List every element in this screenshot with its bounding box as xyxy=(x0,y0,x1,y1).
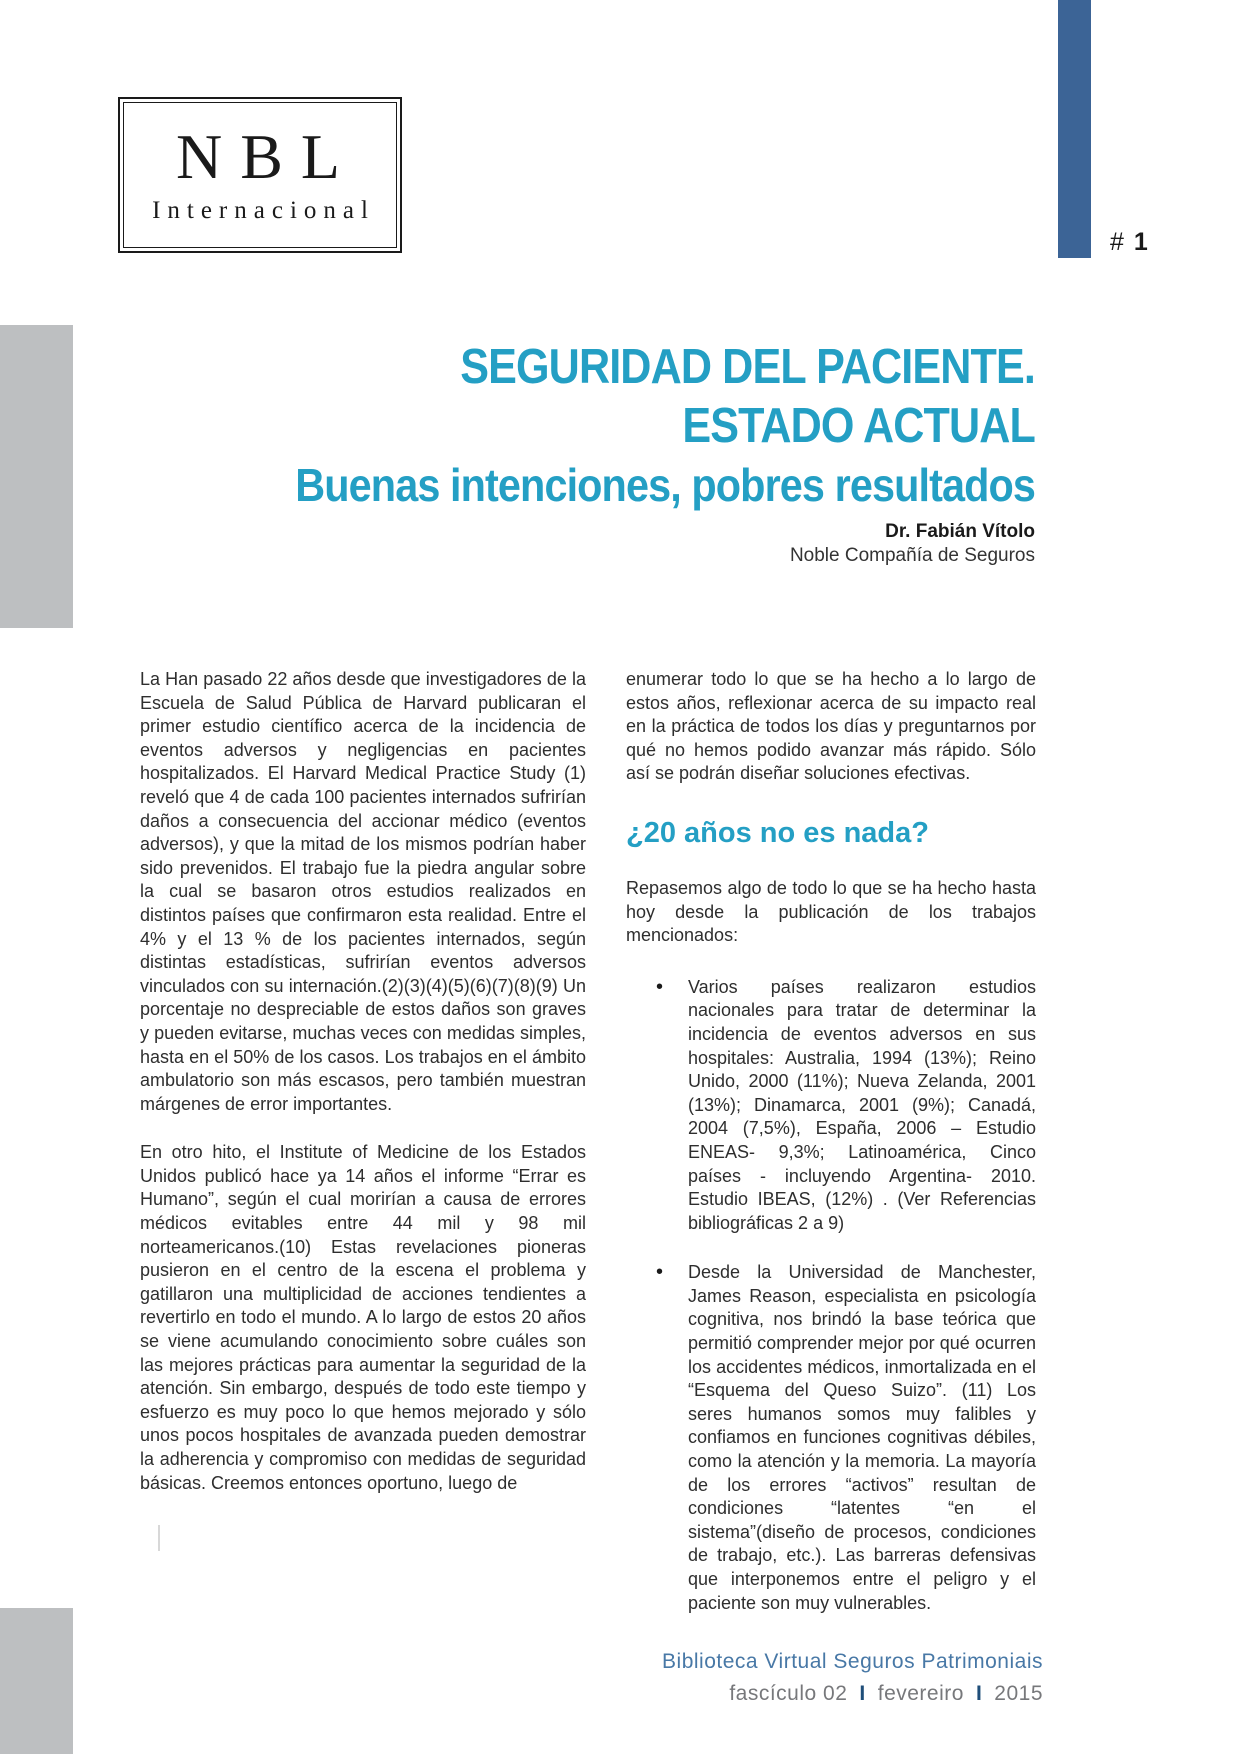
text-cursor-artifact xyxy=(158,1525,160,1551)
footer-fascicle: fascículo 02 xyxy=(729,1682,848,1705)
paragraph: La Han pasado 22 años desde que investigadores de la Escuela de Salud Pública de Harvard publicaran el primer estudio científico acerca de la incidencia de eventos adversos y negligencias en pacientes hospitalizados. El Harvard Medical Practice Study (1) reveló que 4 de cada 100 pacientes internados sufrirían daños a consecuencia del accionar médico (eventos adversos), y que la mitad de los mismos podrían haber sido prevenidos. El trabajo fue la piedra angular sobre la cual se basaron otros estudios realizados en distintos países que confirmaron esta realidad. Entre el 4% y el 13 % de los pacientes internados, según distintas estadísticas, sufrirían eventos adversos vinculados con su internación.(2)(3)(4)(5)(6)(7)(8)(9) Un porcentaje no despreciable de estos daños son graves y pueden evitarse, muchas veces con medidas simples, hasta en el 50% de los casos. Los trabajos en el ámbito ambulatorio son más escasos, pero también muestran márgenes de error importantes. xyxy=(140,669,586,1114)
left-gray-bar-bottom xyxy=(0,1608,73,1754)
footer-issue-info xyxy=(662,1680,1043,1707)
issue-number xyxy=(1110,228,1148,257)
logo-name: Internacional xyxy=(152,197,375,224)
author-name: Dr. Fabián Vítolo xyxy=(885,521,1035,542)
article-title-line2: ESTADO ACTUAL xyxy=(682,399,1035,453)
page-footer xyxy=(662,1648,1043,1707)
article-body xyxy=(140,668,1036,1641)
footer-publication-title: Biblioteca Virtual Seguros Patrimoniais xyxy=(662,1650,1043,1673)
paragraph: Repasemos algo de todo lo que se ha hecho hasta hoy desde la publicación de los trabajos mencionados: xyxy=(626,877,1036,946)
footer-separator: I xyxy=(859,1682,866,1705)
byline xyxy=(135,520,1035,568)
article-title-line1: SEGURIDAD DEL PACIENTE. xyxy=(460,340,1035,394)
left-gray-bar-top xyxy=(0,325,73,628)
logo-acronym: NBL xyxy=(176,121,358,192)
footer-separator: I xyxy=(975,1682,983,1705)
list-item: • Varios países realizaron estudios nacionales para tratar de determinar la incidencia de eventos adversos en sus hospitales: Australia, 1994 (13%); Reino Unido, 2000 (11%); Nueva Zelanda, 2001 (13%); Dinamarca, 2001 (9%); Canadá, 2004 (7,5%), España, 2006 – Estudio ENEAS- 9,3%; Latinoamérica, Cinco países - incluyendo Argentina- 2010. Estudio IBEAS, (12%) . (Ver Referencias bibliográficas 2 a 9) xyxy=(626,976,1036,1236)
footer-year: 2015 xyxy=(994,1682,1043,1705)
left-column xyxy=(140,668,586,1641)
list-item: • Desde la Universidad de Manchester, James Reason, especialista en psicología cognitiva, nos brindó la base teórica que permitió comprender mejor por qué ocurren los accidentes médicos, inmortalizada en el “Esquema del Queso Suizo”. (11) Los seres humanos somos muy falibles y confiamos en funciones cognitivas débiles, como la atención y la memoria. La mayoría de los errores “activos” resultan de condiciones “latentes “en el sistema”(diseño de procesos, condiciones de trabajo, etc.). Las barreras defensivas que interponemos entre el peligro y el paciente son muy vulnerables. xyxy=(626,1261,1036,1615)
article-subtitle: Buenas intenciones, pobres resultados xyxy=(295,459,1035,511)
paragraph: En otro hito, el Institute of Medicine de los Estados Unidos publicó hace ya 14 años el informe “Errar es Humano”, según el cual morirían a causa de errores médicos evitables entre 44 mil y 98 mil norteamericanos.(10) Estas revelaciones pioneras pusieron en el centro de la escena el problema y gatillaron una multiplicidad de acciones tendientes a revertirlo en todo el mundo. A lo largo de estos 20 años se viene acumulando conocimiento sobre cuáles son las mejores prácticas para aumentar la seguridad de la atención. Sin embargo, después de todo este tiempo y esfuerzo es muy poco lo que hemos mejorado y sólo unos pocos hospitales de avanzada pueden demostrar la adherencia y compromiso con medidas de seguridad básicas. Creemos entonces oportuno, luego de xyxy=(140,1142,586,1493)
paragraph: enumerar todo lo que se ha hecho a lo largo de estos años, reflexionar acerca de su impacto real en la práctica de todos los días y preguntarnos por qué no hemos podido avanzar más rápido. Sólo así se podrán diseñar soluciones efectivas. xyxy=(626,669,1036,784)
section-heading: ¿20 años no es nada? xyxy=(626,816,929,849)
right-column xyxy=(626,668,1036,1641)
top-accent-bar xyxy=(1058,0,1091,258)
footer-month: fevereiro xyxy=(877,1682,964,1705)
issue-hash: # xyxy=(1110,228,1124,256)
logo-inner-frame xyxy=(123,102,397,248)
article-header xyxy=(135,338,1035,568)
bullet-list xyxy=(626,976,1036,1615)
company-logo xyxy=(118,97,402,253)
author-organization: Noble Compañía de Seguros xyxy=(789,545,1035,566)
issue-num: 1 xyxy=(1133,228,1148,256)
